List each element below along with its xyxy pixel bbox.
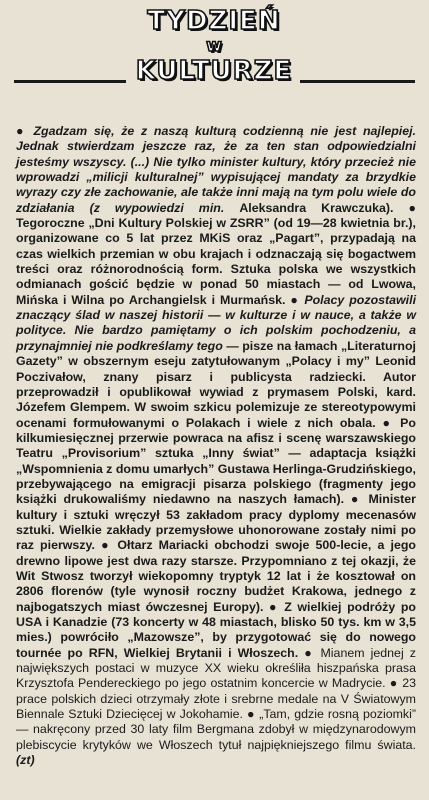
news-items-main: — pisze na łamach „Literaturnoj Gazety” w obszernym eseju zatytułowanym „Polacy i my” Leonid Poczivałow, znany pisarz i publicysta radziecki. Autor przeprowadził i opublikował wywiad z prymasem Polski, kard. Józefem Glempem. W swoim szkicu polemizuje ze stereotypowymi ocenami formułowanymi o Polakach i wiele z nich obala. ● Po kilkumiesięcznej przerwie powraca na afisz i scenę warszawskiego Teatru „Provisorium” sztuka „Inny świat” — adaptacja książki „Wspomnienia z domu umarłych” Gustawa Herlinga-Grudzińskiego, przebywającego na emigracji pisarza polskiego (fragmenty jego książki drukowaliśmy niedawno na naszych łamach). ● Minister kultury i sztuki wręczył 53 zakładom pracy dyplomy mecenasów sztuki. Wielkie zakłady przemysłowe uhonorowane zostały nimi po raz pierwszy. ● Ołtarz Mariacki obchodzi swoje 500-lecie, a jego drewno lipowe jest dwa razy starsze. Przypomniano z tej okazji, że Wit Stwosz tworzył wiekopomny tryptyk 12 lat i że kosztował on 2806 florenów (tyle wynosił roczny budżet Krakowa, jednego z najbogatszych miast ówczesnej Europy). ● Z wielkiej podróży po USA i Kanadzie (73 koncerty w 48 miastach, blisko 50 tys. km w 3,5 mies.) powróciło „Mazowsze”, by przygotować się do nowego tournée po RFN, Wielkiej Brytanii i Włoszech.: [16, 338, 417, 660]
header-rule-right: [300, 80, 415, 83]
news-items-closing: ● Mianem jednej z największych postaci w muzyce XX wieku określiła hiszpańska prasa Krzysztofa Pendereckiego po jego ostatnim koncercie w Madrycie. ● 23 prace polskich dzieci otrzymały złote i srebrne medale na V Światowym Biennale Sztuki Dziecięcej w Jokohamie. ● „Tam, gdzie rosną poziomki” — nakręcony przed 30 laty film Bergmana zdobył w międzynarodowym plebiscycie krytyków we Włoszech tytuł najpiękniejszego filmu świata.: [16, 645, 416, 752]
news-dni-kultury: Aleksandra Krawczuka). ● Tegoroczne „Dni Kultury Polskiej w ZSRR” (od 19—28 kwietnia br.), organizowane co 5 lat przez MKiS oraz „Pagart”, przypadają na czas wielkich przemian w obu krajach i odznaczają się bogactwem treści oraz różnorodnością form. Sztuka polska we wszystkich odmianach gościć będzie w ponad 50 miastach — od Lwowa, Mińska i Wilna po Archangielsk i Murmańsk.: [16, 200, 417, 307]
article-body: [16, 124, 416, 768]
masthead-logo: [116, 6, 312, 102]
masthead-line-2: w: [206, 36, 222, 56]
author-signature: (zt): [16, 753, 35, 768]
masthead-line-3: KULTURZE: [135, 56, 293, 86]
quote-poczivalow: ● Polacy pozostawili znaczący ślad w naszej historii — w kulturze i w nauce, a także w polityce. Nie bardzo pamiętamy o ich polskim pochodzeniu, a przynajmniej nie podkreślamy tego: [16, 292, 417, 353]
masthead-line-1: TYDZIEŃ: [147, 6, 281, 36]
quote-krawczuk: ● Zgadzam się, że z naszą kulturą codzienną nie jest najlepiej. Jednak stwierdzam jeszcze raz, że za ten stan odpowiedzialni jesteśmy wszyscy. (...) Nie tylko minister kultury, który przecież nie wprowadzi „milicji kulturalnej” wypisującej mandaty za brzydkie wyrazy czy złe zachowanie, ale także inni mają na tym polu wiele do zdziałania (z wypowiedzi min.: [16, 124, 416, 215]
header-rule-left: [14, 80, 126, 83]
article-paragraph: [16, 124, 416, 768]
